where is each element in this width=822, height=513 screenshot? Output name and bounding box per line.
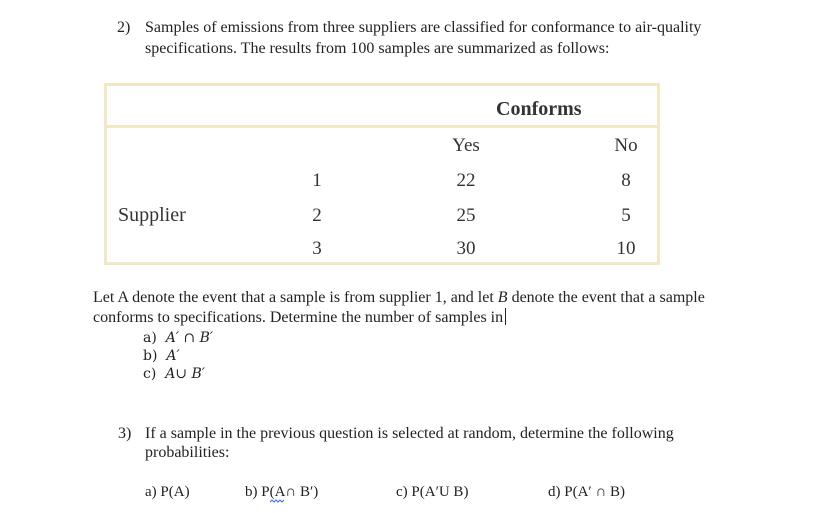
table-cell-yes-2: 25 bbox=[456, 205, 476, 226]
table-cell-supplier-1: 1 bbox=[312, 170, 322, 191]
option-c: c) P(A′U B) bbox=[396, 484, 469, 500]
paragraph-line-1: Let A denote the event that a sample is from supplier 1, and let B denote the event that a sample bbox=[93, 289, 705, 306]
sub-item-c bbox=[143, 366, 205, 382]
sub-item-b bbox=[143, 348, 180, 364]
sub-item-b-expr: A′ bbox=[166, 348, 180, 364]
sub-item-a bbox=[143, 330, 213, 346]
table-cell-no-3: 10 bbox=[616, 238, 636, 259]
table-header-conforms: Conforms bbox=[496, 98, 582, 120]
question-2-text-line-2: specifications. The results from 100 samples are summarized as follows: bbox=[145, 40, 610, 57]
option-b: b) P(A∩ B′) bbox=[245, 484, 319, 500]
question-3-number: 3) bbox=[118, 425, 132, 442]
table-header-divider bbox=[104, 125, 660, 128]
table-cell-supplier-2: 2 bbox=[312, 205, 322, 226]
sub-item-a-expr: A′ ∩ B′ bbox=[165, 330, 214, 346]
sub-item-c-label: c) bbox=[143, 366, 157, 382]
question-2-text-line-1: Samples of emissions from three suppliers are classified for conformance to air-quality bbox=[145, 19, 702, 36]
paragraph-line-2[interactable] bbox=[93, 308, 506, 327]
table-cell-yes-3: 30 bbox=[456, 238, 476, 259]
table-cell-yes-1: 22 bbox=[456, 170, 476, 191]
sub-item-b-label: b) bbox=[143, 348, 158, 364]
option-a: a) P(A) bbox=[145, 484, 190, 500]
table-cell-supplier-3: 3 bbox=[312, 238, 322, 259]
table-cell-no-1: 8 bbox=[621, 170, 631, 191]
question-3-text-line-2: probabilities: bbox=[145, 444, 230, 461]
paragraph-line-2-text: conforms to specifications. Determine the number of samples in bbox=[93, 309, 504, 326]
option-d: d) P(A′ ∩ B) bbox=[548, 484, 626, 500]
sub-item-a-label: a) bbox=[143, 330, 157, 346]
row-header-supplier: Supplier bbox=[118, 204, 186, 226]
spellcheck-squiggle-icon bbox=[270, 499, 284, 504]
question-2-number: 2) bbox=[117, 19, 131, 36]
column-header-yes: Yes bbox=[452, 135, 480, 156]
sub-item-c-expr: A∪ B′ bbox=[165, 366, 205, 382]
column-header-no: No bbox=[614, 135, 638, 156]
question-3-text-line-1: If a sample in the previous question is selected at random, determine the following bbox=[145, 425, 674, 442]
table-cell-no-2: 5 bbox=[621, 205, 631, 226]
text-cursor bbox=[505, 308, 506, 325]
